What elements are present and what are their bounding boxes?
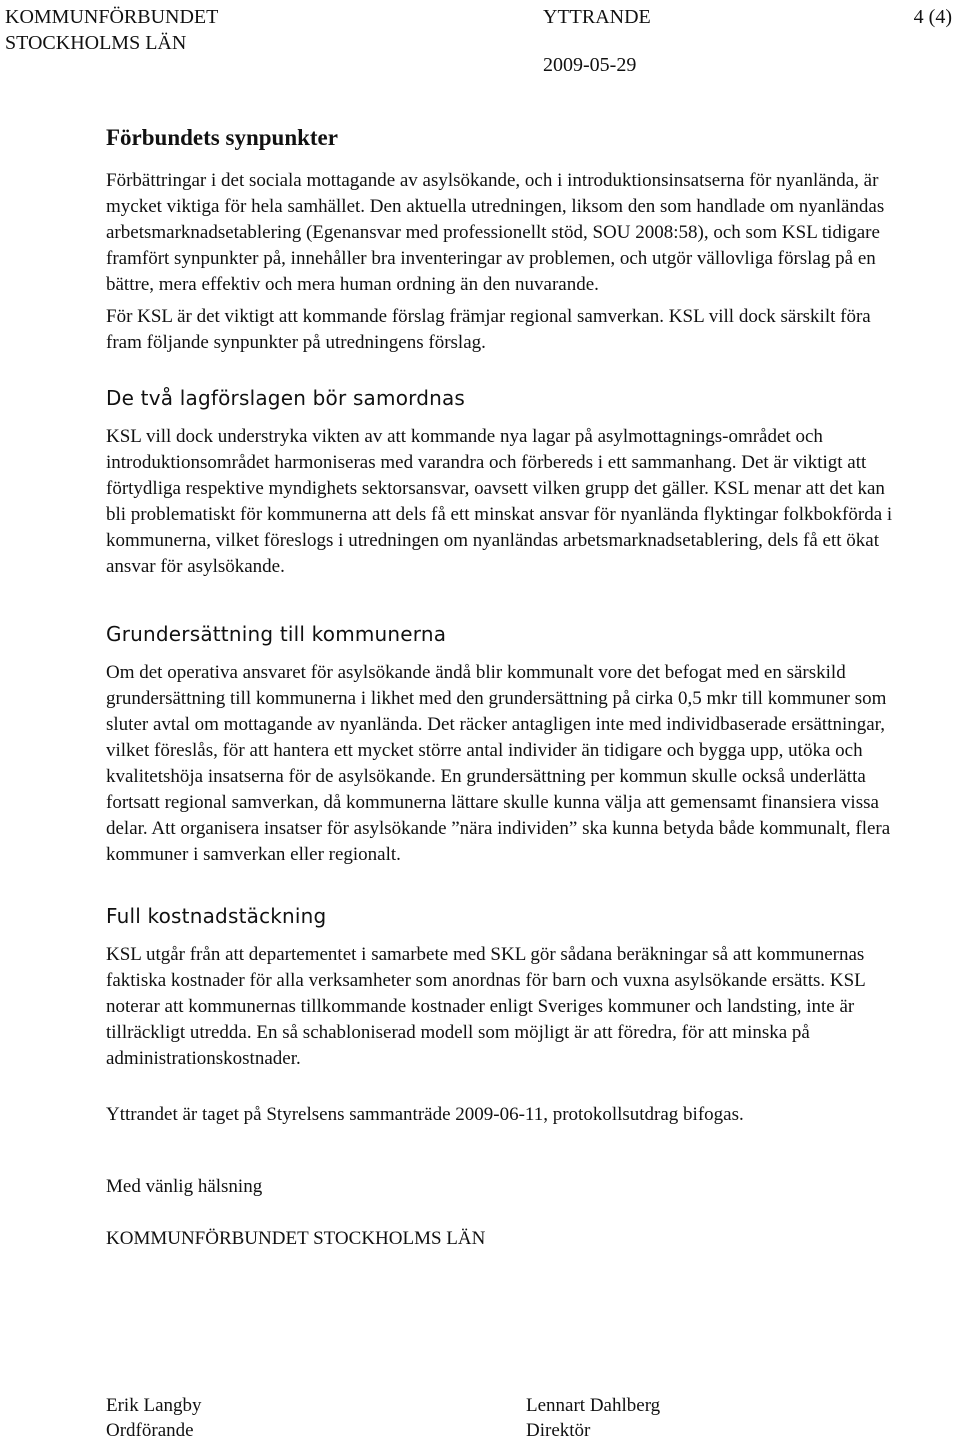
- header-organization: [5, 4, 218, 56]
- intro-paragraph-1: Förbättringar i det sociala mottagande av asylsökande, och i introduktionsinsatserna för nyanlända, är mycket viktiga för hela samhället. Den aktuella utredningen, liksom den som handlade om nyanländas arbetsmarknadsetablering (Egenansvar med professionellt stöd, SOU 2008:58), och som KSL tidigare framfört synpunkter på, innehåller bra inventeringar av problemen, och utgör vällovliga förslag på en bättre, mera effektiv och mera human ordning än den nuvarande.: [106, 170, 885, 295]
- signatory-2-role: Direktör: [526, 1420, 591, 1441]
- section-title-2: Grundersättning till kommunerna: [106, 622, 447, 646]
- signatory-2: [526, 1393, 660, 1443]
- section-text-1: KSL vill dock understryka vikten av att kommande nya lagar på asylmottagnings-området och introduktionsområdet harmoniseras med varandra och förbereds i ett sammanhang. Det är viktigt att förtydliga respektive myndighets sektorsansvar, oavsett vilken grupp det gäller. KSL menar att det kan bli problematiskt för kommunerna att dels få ett minskat ansvar för nyanlända flyktingar folkbokförda i kommunerna, vilket föreslogs i utredningen om nyanländas arbetsmarknadsetablering, dels få ett ökat ansvar för asylsökande.: [106, 426, 893, 577]
- signatory-1-name: Erik Langby: [106, 1395, 202, 1416]
- header-org-line2: STOCKHOLMS LÄN: [5, 32, 187, 54]
- header-document-info: [543, 4, 651, 78]
- header-doc-type: YTTRANDE: [543, 6, 651, 28]
- header-org-line1: KOMMUNFÖRBUNDET: [5, 6, 219, 28]
- signatory-2-name: Lennart Dahlberg: [526, 1395, 661, 1416]
- header-date: 2009-05-29: [543, 54, 637, 76]
- document-body: [106, 124, 906, 1252]
- section-title-1: De två lagförslagen bör samordnas: [106, 386, 466, 410]
- intro-paragraph-2: För KSL är det viktigt att kommande förslag främjar regional samverkan. KSL vill dock särskilt föra fram följande synpunkter på utredningens förslag.: [106, 306, 871, 353]
- closing-statement: Yttrandet är taget på Styrelsens sammanträde 2009-06-11, protokollsutdrag bifogas.: [106, 1104, 744, 1125]
- section-title-3: Full kostnadstäckning: [106, 904, 327, 928]
- section-text-3: KSL utgår från att departementet i samarbete med SKL gör sådana beräkningar så att kommunernas faktiska kostnader för alla verksamheter som anordnas för barn och vuxna asylsökande ersätts. KSL noterar att kommunernas tillkommande kostnader enligt Sveriges kommuner och landsting, inte är tillräckligt utredda. En så schabloniserad modell som möjligt är att föredra, för att minska på administrationskostnader.: [106, 944, 866, 1069]
- closing-organization: KOMMUNFÖRBUNDET STOCKHOLMS LÄN: [106, 1228, 486, 1249]
- signatory-1: [106, 1393, 202, 1443]
- header-page-number: 4 (4): [913, 6, 952, 28]
- section-text-2: Om det operativa ansvaret för asylsökande ändå blir kommunalt vore det befogat med en särskild grundersättning till kommunerna i likhet med den grundersättning på cirka 0,5 mkr till kommuner som sluter avtal om mottagande av nyanlända. Det räcker antagligen inte med individbaserade ersättningar, vilket föreslås, för att hantera ett mycket större antal individer än tidigare och bygga upp, utöka och kvalitetshöja insatserna för de asylsökande. En grundersättning per kommun skulle också underlätta fortsatt regional samverkan, då kommunerna lättare skulle kunna välja att gemensamt finansiera vissa delar. Att organisera insatser för asylsökande ”nära individen” ska kunna betyda både kommunalt, flera kommuner i samverkan eller regionalt.: [106, 662, 891, 865]
- closing-greeting: Med vänlig hälsning: [106, 1176, 263, 1197]
- signatory-1-role: Ordförande: [106, 1420, 194, 1441]
- main-title: Förbundets synpunkter: [106, 125, 338, 150]
